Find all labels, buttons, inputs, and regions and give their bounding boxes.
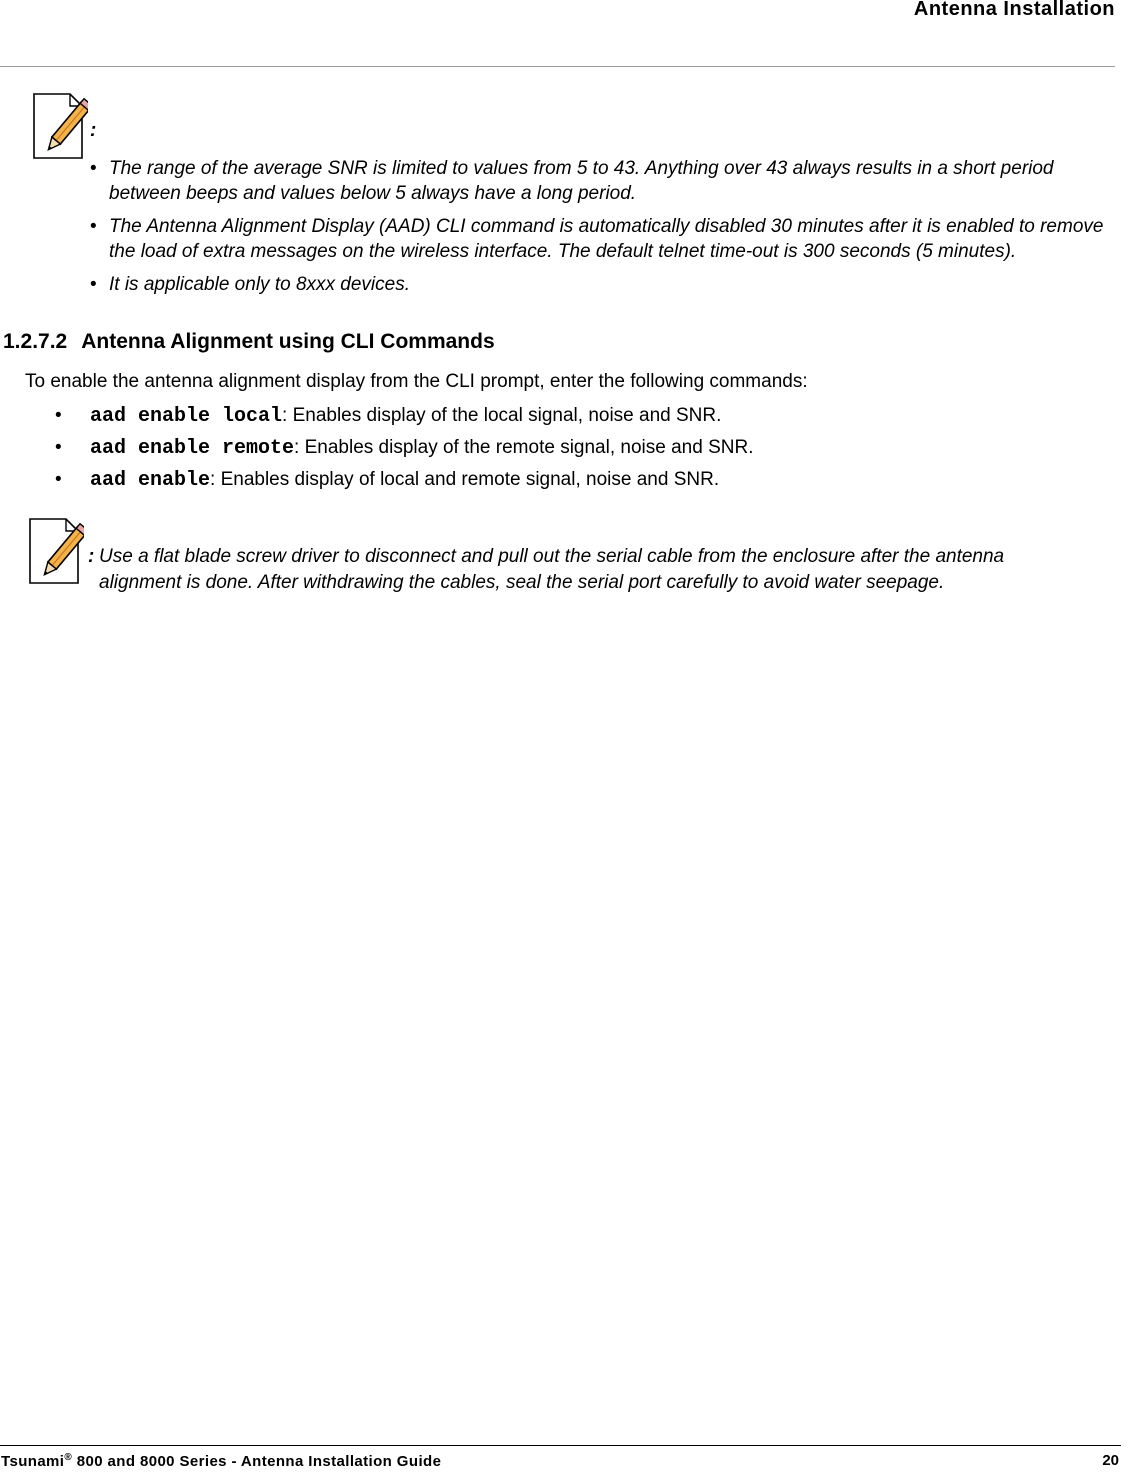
command-description: : Enables display of local and remote signal, noise and SNR. xyxy=(210,469,720,490)
registered-mark: ® xyxy=(64,1452,73,1463)
note-label-colon: : xyxy=(90,120,97,141)
command-list xyxy=(55,404,753,500)
command-description: : Enables display of the remote signal, noise and SNR. xyxy=(294,437,754,458)
footer-guide-title: 800 and 8000 Series - Antenna Installation Guide xyxy=(72,1453,442,1470)
header-divider xyxy=(0,66,1115,67)
command-code: aad enable local xyxy=(90,405,283,428)
note-pencil-icon xyxy=(32,92,88,160)
note-paragraph xyxy=(88,544,1088,596)
section-number: 1.2.7.2 xyxy=(3,330,68,353)
note-pencil-icon xyxy=(28,517,84,585)
note-text: Use a flat blade screw driver to disconnect and pull out the serial cable from the enclosure after the antenna alignment is done. After withdrawing the cables, seal the serial port carefully to avoid water seepage. xyxy=(99,546,1005,593)
note-bullet-text: The range of the average SNR is limited to values from 5 to 43. Anything over 43 always results in a short period between beeps and values below 5 always have a long period. xyxy=(109,158,1054,204)
section-heading xyxy=(3,330,495,354)
note-bullet-list xyxy=(90,156,1129,305)
command-code: aad enable xyxy=(90,469,211,492)
note-bullet-item: • The range of the average SNR is limited to values from 5 to 43. Anything over 43 always results in a short period between beeps and values below 5 always have a long period. xyxy=(90,158,1054,204)
command-item: • aad enable local: Enables display of the local signal, noise and SNR. xyxy=(55,405,722,428)
note-label-colon: : xyxy=(88,546,95,567)
page-number: 20 xyxy=(1102,1452,1119,1469)
command-code: aad enable remote xyxy=(90,437,295,460)
footer-document-title xyxy=(1,1452,441,1470)
footer-divider xyxy=(0,1445,1121,1446)
note-bullet-text: The Antenna Alignment Display (AAD) CLI command is automatically disabled 30 minutes after it is enabled to remove the load of extra messages on the wireless interface. The default telnet time-out is 300 seconds (5 minutes). xyxy=(109,216,1104,262)
command-item: • aad enable: Enables display of local and remote signal, noise and SNR. xyxy=(55,469,720,492)
command-description: : Enables display of the local signal, noise and SNR. xyxy=(282,405,722,426)
note-bullet-text: It is applicable only to 8xxx devices. xyxy=(109,274,410,295)
section-intro: To enable the antenna alignment display from the CLI prompt, enter the following commands: xyxy=(25,371,808,392)
command-item: • aad enable remote: Enables display of the remote signal, noise and SNR. xyxy=(55,437,754,460)
note-bullet-item: • It is applicable only to 8xxx devices. xyxy=(90,274,410,295)
note-bullet-item: • The Antenna Alignment Display (AAD) CLI command is automatically disabled 30 minutes after it is enabled to remove the load of extra messages on the wireless interface. The default telnet time-out is 300 seconds (5 minutes). xyxy=(90,216,1104,262)
footer-product-name: Tsunami xyxy=(1,1453,65,1470)
page-header-title: Antenna Installation xyxy=(913,0,1115,20)
section-title: Antenna Alignment using CLI Commands xyxy=(81,330,495,353)
